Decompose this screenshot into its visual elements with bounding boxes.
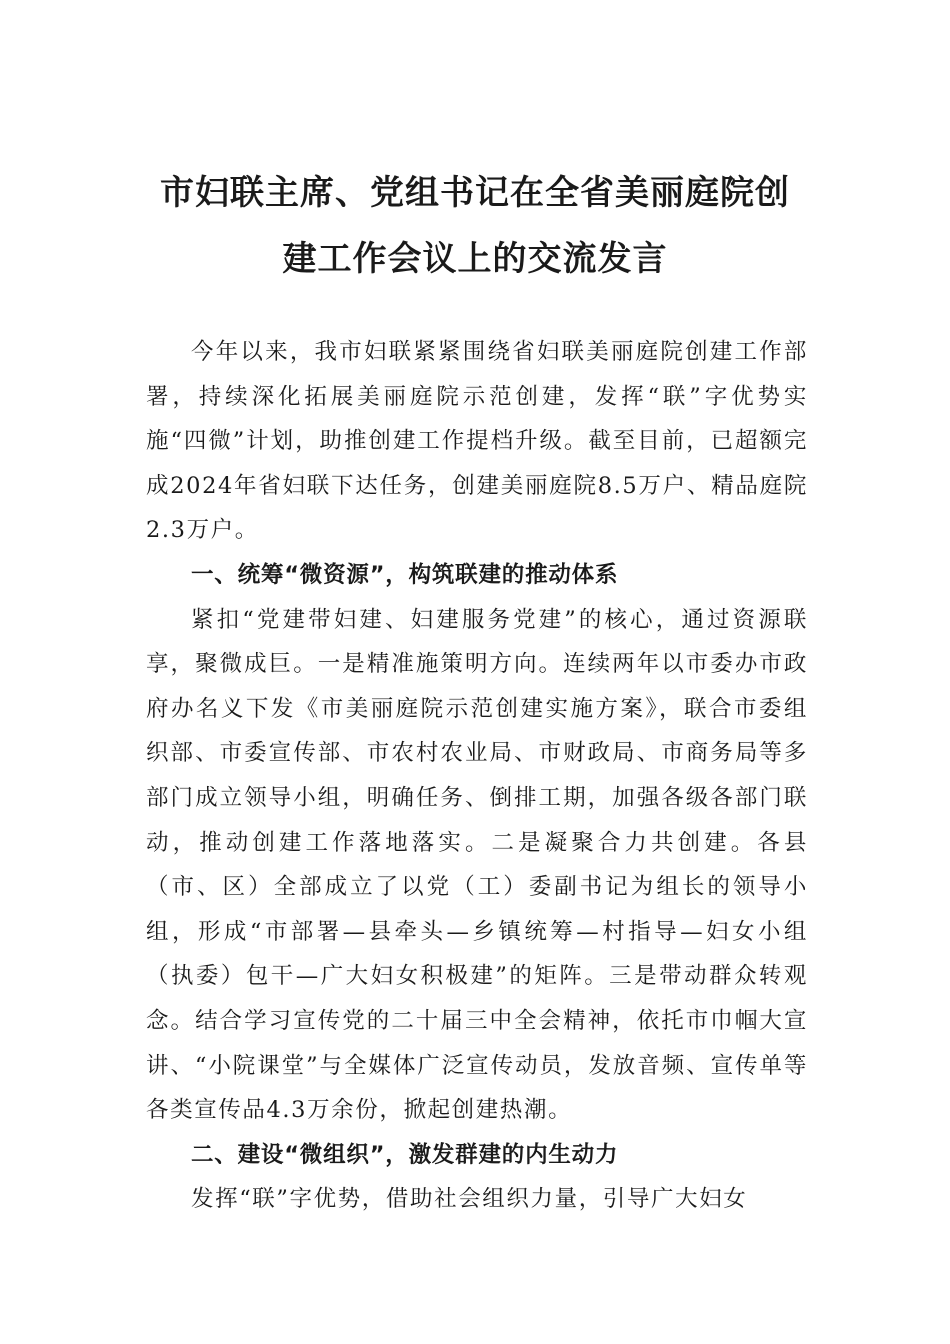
title-line-1: 市妇联主席、党组书记在全省美丽庭院创 bbox=[160, 173, 790, 213]
document-title bbox=[140, 160, 810, 292]
document-body bbox=[146, 330, 808, 1222]
section-1-heading: 一、统筹“微资源”，构筑联建的推动体系 bbox=[191, 561, 619, 588]
section-1-paragraph: 紧扣“党建带妇建、妇建服务党建”的核心，通过资源联享，聚微成巨。一是精准施策明方向。连续两年以市委办市政府办名义下发《市美丽庭院示范创建实施方案》，联合市委组织部、市委宣传部、市农村农业局、市财政局、市商务局等多部门成立领导小组，明确任务、倒排工期，加强各级各部门联动，推动创建工作落地落实。二是凝聚合力共创建。各县（市、区）全部成立了以党（工）委副书记为组长的领导小组，形成“市部署—县牵头—乡镇统筹—村指导—妇女小组（执委）包干—广大妇女积极建”的矩阵。三是带动群众转观念。结合学习宣传党的二十届三中全会精神，依托市巾帼大宣讲、“小院课堂”与全媒体广泛宣传动员，发放音频、宣传单等各类宣传品4.3万余份，掀起创建热潮。 bbox=[146, 606, 808, 1124]
section-2-heading: 二、建设“微组织”，激发群建的内生动力 bbox=[191, 1141, 619, 1168]
intro-paragraph: 今年以来，我市妇联紧紧围绕省妇联美丽庭院创建工作部署，持续深化拓展美丽庭院示范创建，发挥“联”字优势实施“四微”计划，助推创建工作提档升级。截至目前，已超额完成2024年省妇联下达任务，创建美丽庭院8.5万户、精品庭院2.3万户。 bbox=[146, 339, 808, 544]
title-line-2: 建工作会议上的交流发言 bbox=[282, 239, 668, 279]
section-2-paragraph: 发挥“联”字优势，借助社会组织力量，引导广大妇女 bbox=[191, 1186, 748, 1213]
